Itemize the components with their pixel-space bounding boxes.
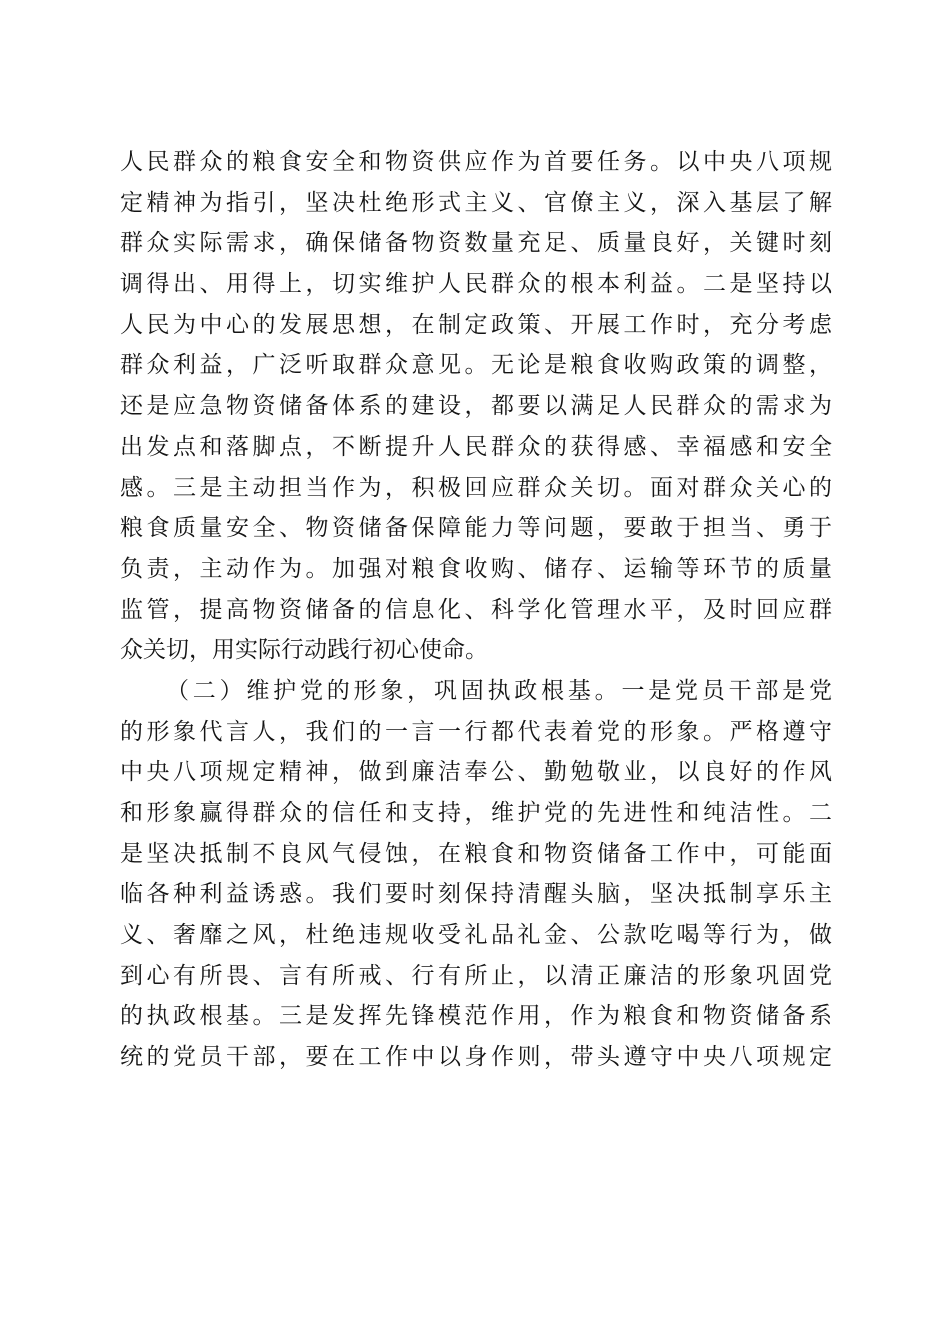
text-line: 出发点和落脚点，不断提升人民群众的获得感、幸福感和安全 (120, 433, 832, 460)
text-line: 的形象代言人，我们的一言一行都代表着党的形象。严格遵守 (120, 718, 832, 745)
text-line: 还是应急物资储备体系的建设，都要以满足人民群众的需求为 (120, 393, 832, 420)
text-line: 粮食质量安全、物资储备保障能力等问题，要敢于担当、勇于 (120, 515, 832, 542)
text-line: 定精神为指引，坚决杜绝形式主义、官僚主义，深入基层了解 (120, 189, 832, 216)
text-line: 监管，提高物资储备的信息化、科学化管理水平，及时回应群 (120, 596, 832, 623)
paragraph-end-line: 众关切，用实际行动践行初心使命。 (120, 637, 488, 664)
text-line: 中央八项规定精神，做到廉洁奉公、勤勉敬业，以良好的作风 (120, 759, 832, 786)
text-line: 调得出、用得上，切实维护人民群众的根本利益。二是坚持以 (120, 271, 832, 298)
text-line: 是坚决抵制不良风气侵蚀，在粮食和物资储备工作中，可能面 (120, 840, 832, 867)
section-heading-line: （二）维护党的形象，巩固执政根基。一是党员干部是党 (166, 677, 832, 704)
text-line: 负责，主动作为。加强对粮食收购、储存、运输等环节的质量 (120, 555, 832, 582)
body-text (120, 142, 832, 1078)
text-line: 和形象赢得群众的信任和支持，维护党的先进性和纯洁性。二 (120, 800, 832, 826)
text-line: 人民为中心的发展思想，在制定政策、开展工作时，充分考虑 (120, 311, 832, 338)
text-line: 临各种利益诱惑。我们要时刻保持清醒头脑，坚决抵制享乐主 (120, 881, 832, 908)
text-line: 的执政根基。三是发挥先锋模范作用，作为粮食和物资储备系 (120, 1003, 832, 1030)
text-line: 义、奢靡之风，杜绝违规收受礼品礼金、公款吃喝等行为，做 (120, 922, 832, 949)
text-line: 统的党员干部，要在工作中以身作则，带头遵守中央八项规定 (120, 1044, 832, 1071)
text-line: 群众利益，广泛听取群众意见。无论是粮食收购政策的调整， (120, 352, 832, 379)
text-line: 感。三是主动担当作为，积极回应群众关切。面对群众关心的 (120, 474, 832, 501)
text-line: 群众实际需求，确保储备物资数量充足、质量良好，关键时刻 (120, 230, 832, 257)
text-line: 到心有所畏、言有所戒、行有所止，以清正廉洁的形象巩固党 (120, 962, 832, 989)
text-line: 人民群众的粮食安全和物资供应作为首要任务。以中央八项规 (120, 149, 832, 175)
